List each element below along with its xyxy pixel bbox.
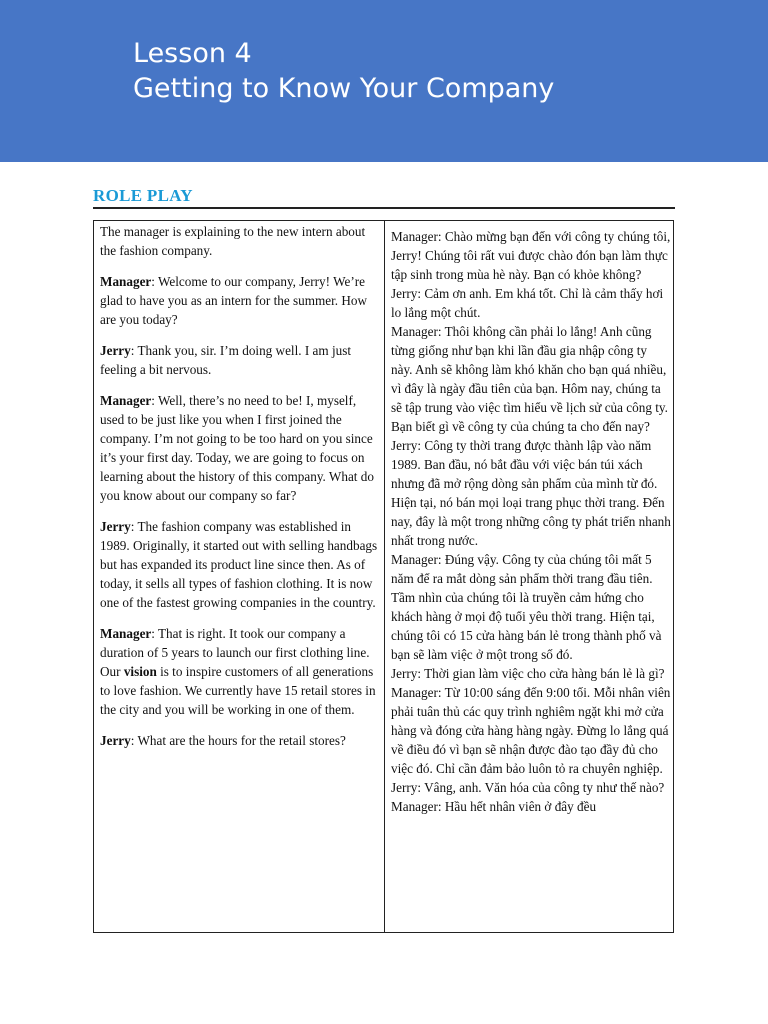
translation-line: Jerry: Công ty thời trang được thành lập vào năm 1989. Ban đầu, nó bắt đầu với việc bán túi xách nhưng đã mở rộng dòng sản phẩm của mình từ đó. Hiện tại, nó bán mọi loại trang phục thời trang. Đến nay, đây là một trong những công ty phát triển nhanh nhất trong nước. bbox=[391, 438, 671, 548]
speaker-label: Jerry bbox=[100, 343, 131, 358]
dialogue-text: : What are the hours for the retail stores? bbox=[130, 733, 346, 748]
translation-line: Jerry: Thời gian làm việc cho cửa hàng bán lẻ là gì? bbox=[391, 666, 665, 681]
speaker-label: Manager bbox=[100, 393, 152, 408]
dialogue-text: : Thank you, sir. I’m doing well. I am just feeling a bit nervous. bbox=[100, 343, 352, 377]
intro-paragraph: The manager is explaining to the new intern about the fashion company. bbox=[100, 224, 366, 258]
speaker-label: Jerry bbox=[100, 519, 131, 534]
translation-line: Manager: Thôi không cần phải lo lắng! Anh cũng từng giống như bạn khi lần đầu gia nhập công ty này. Anh sẽ không làm khó khăn cho bạn quá nhiều, vì đây là ngày đầu tiên của bạn. Hôm nay, chúng ta sẽ tập trung vào việc tìm hiểu về lịch sử của công ty. Bạn biết gì về công ty của chúng ta cho đến nay? bbox=[391, 324, 668, 434]
lesson-number: Lesson 4 bbox=[133, 38, 252, 69]
speaker-label: Manager bbox=[100, 626, 152, 641]
dialogue-text: : Well, there’s no need to be! I, myself, used to be just like you when I first joined the company. I’m not going to be too hard on you since it’s your first day. Today, we are going to focus on learning about the history of this company. What do you know about our company so far? bbox=[100, 393, 374, 503]
dialogue-paragraph bbox=[100, 341, 380, 379]
column-divider bbox=[384, 221, 385, 932]
translation-line: Jerry: Cảm ơn anh. Em khá tốt. Chỉ là cảm thấy hơi lo lắng một chút. bbox=[391, 286, 664, 320]
section-rule bbox=[93, 207, 675, 209]
dialogue-paragraph bbox=[100, 731, 380, 750]
dialogue-paragraph bbox=[100, 272, 380, 329]
translation-line: Manager: Đúng vậy. Công ty của chúng tôi mất 5 năm để ra mắt dòng sản phẩm thời trang đầu tiên. Tầm nhìn của chúng tôi là truyền cảm hứng cho khách hàng ở mọi độ tuổi yêu thời trang. Hiện tại, chúng tôi có 15 cửa hàng bán lẻ trong thành phố và bạn sẽ làm việc ở một trong số đó. bbox=[391, 552, 662, 662]
translation-line: Manager: Hầu hết nhân viên ở đây đều bbox=[391, 799, 597, 814]
english-column bbox=[100, 221, 380, 932]
vocab-word: vision bbox=[123, 664, 157, 679]
translation-line: Manager: Từ 10:00 sáng đến 9:00 tối. Mỗi nhân viên phải tuân thủ các quy trình nghiêm ngặt khi mở cửa hàng và đóng cửa hàng hàng ngày. Đừng lo lắng quá về điều đó vì bạn sẽ nhận được đào tạo đầy đủ cho việc đó. Chỉ cần đảm bảo luôn tỏ ra chuyên nghiệp. bbox=[391, 685, 671, 776]
speaker-label: Jerry bbox=[100, 733, 131, 748]
speaker-label: Manager bbox=[100, 274, 152, 289]
dialogue-text: : The fashion company was established in 1989. Originally, it started out with selling handbags but has expanded its product line since then. As of today, it sells all types of fashion clothing. It is now one of the fastest growing companies in the country. bbox=[100, 519, 378, 610]
dialogue-paragraph bbox=[100, 517, 380, 612]
lesson-title: Getting to Know Your Company bbox=[133, 73, 555, 104]
dialogue-text: : Welcome to our company, Jerry! We’re glad to have you as an intern for the summer. How are you today? bbox=[100, 274, 367, 327]
role-play-table bbox=[93, 220, 674, 933]
translation-line: Manager: Chào mừng bạn đến với công ty chúng tôi, Jerry! Chúng tôi rất vui được chào đón bạn làm thực tập sinh trong mùa hè này. Bạn có khỏe không? bbox=[391, 229, 671, 282]
lesson-header bbox=[0, 0, 768, 162]
dialogue-paragraph bbox=[100, 624, 380, 719]
translation-line: Jerry: Vâng, anh. Văn hóa của công ty như thế nào? bbox=[391, 780, 665, 795]
dialogue-paragraph bbox=[100, 391, 380, 505]
vietnamese-column bbox=[391, 221, 671, 932]
dialogue-text: is to inspire customers of all generations to love fashion. We currently have 15 retail stores in the city and you will be working in one of them. bbox=[100, 664, 376, 717]
dialogue-text: : That is right. It took our company a duration of 5 years to launch our first clothing line. Our bbox=[100, 626, 370, 679]
section-title: ROLE PLAY bbox=[93, 186, 193, 205]
